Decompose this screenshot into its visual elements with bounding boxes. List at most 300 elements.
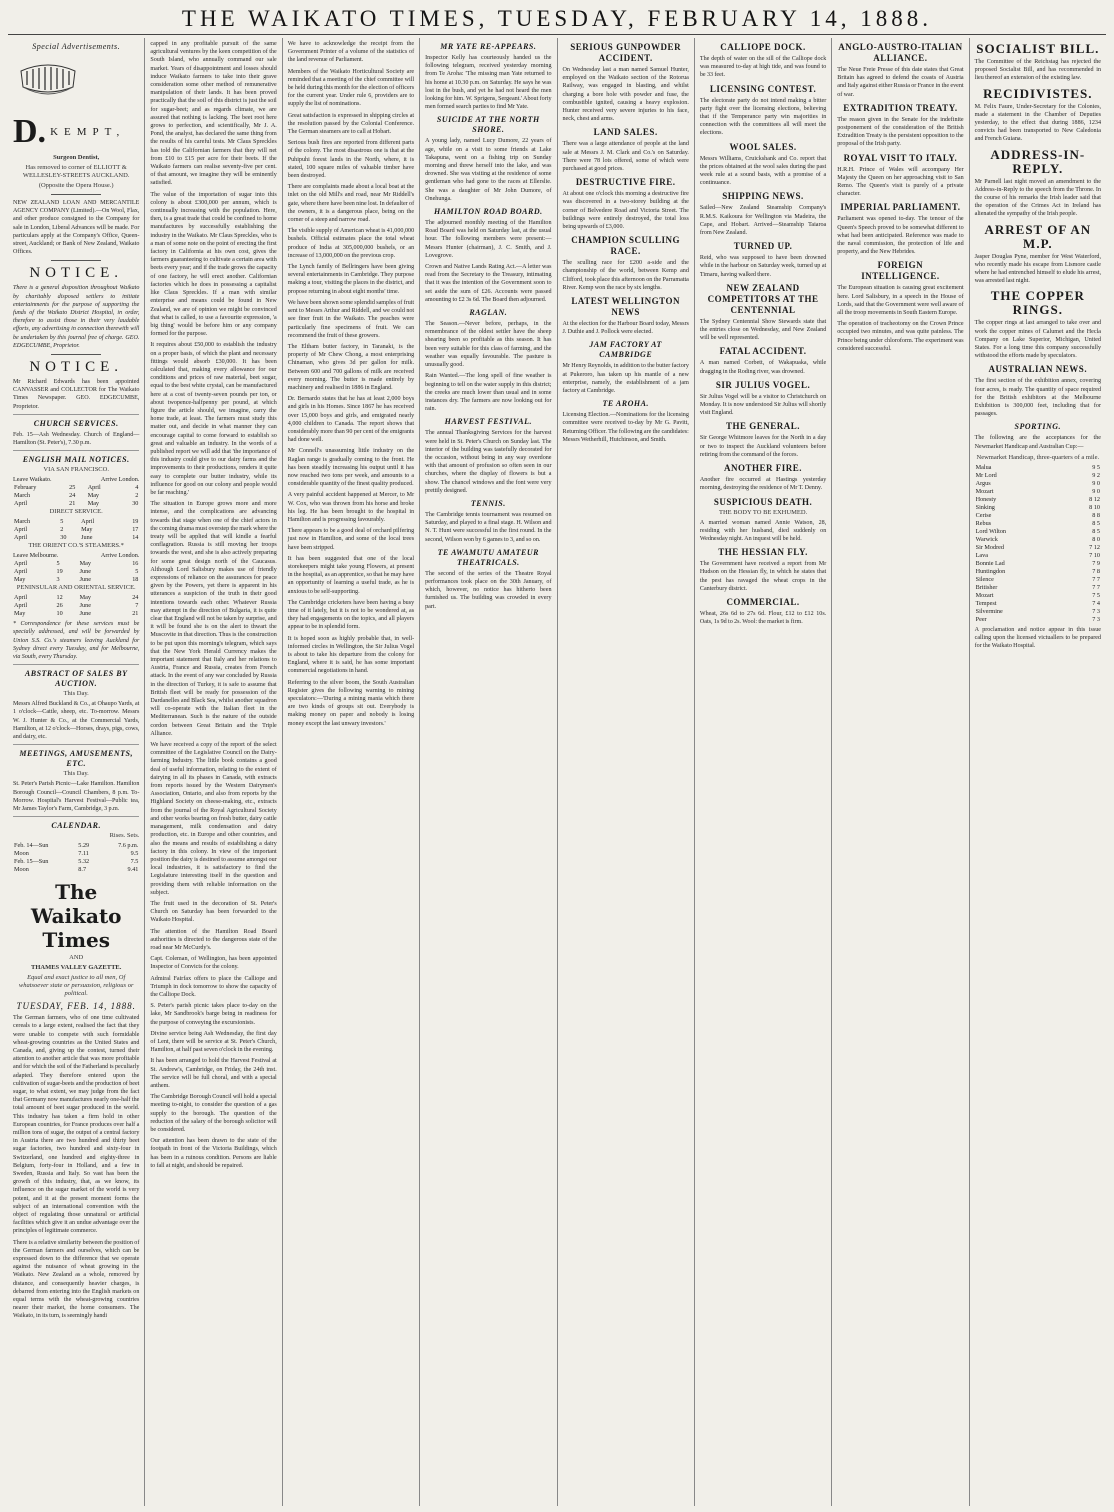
leave-label: Leave Waikato. bbox=[13, 476, 52, 484]
mail-row-cell: April bbox=[81, 518, 95, 526]
horse-row-cell: Cerise bbox=[975, 511, 992, 519]
mail-row-cell: 19 bbox=[56, 568, 63, 576]
mail-row-cell: April bbox=[14, 526, 28, 534]
heading-suspicious: SUSPICIOUS DEATH. bbox=[713, 496, 813, 507]
divider bbox=[13, 744, 139, 745]
horse-row-cell: 7 3 bbox=[1092, 615, 1100, 623]
tooth-illustration bbox=[13, 57, 83, 101]
meetings-text: St. Peter's Parish Picnic—Lake Hamilton. Hamilton Borough Council—Council Chambers, 8 p.m. To-Morrow. Hospital's Harvest Festival—Public tea, Mr James Taylor's Farm, Cambridge, 3 p.m. bbox=[13, 781, 140, 812]
article-para: The value of the importation of sugar into this colony is about £300,000 per annum, which is continually increasing with the population. Here, then, is a great trade that could be confined to home manufactures by successfully establishing the industry in the Waikato. Mr Claus Spreckles, who is a man of some note on the point of erecting the first factory in California at his own cost, gives the farmers guaranteeing to cultivate a certain area with beets every year; and if the trade grows the capacity of one factory, he will erect another. Californian factories which he does in possessing a capitalist like Claus Spreckles. If a man with similar enterprise and means could be found in New Zealand, we are of opinion we might be convinced that what is called, to use a favourite expression, 'a big thing' would be before him or any company formed for the purpose. bbox=[150, 191, 277, 338]
mail-row-cell: March bbox=[14, 492, 31, 500]
heading-nz-competitors: NEW ZEALAND COMPETITORS AT THE CENTENNIAL bbox=[707, 282, 819, 315]
mail-row-cell: 2 bbox=[60, 526, 64, 534]
horse-row-cell: Sinking bbox=[975, 503, 995, 511]
mail-row-cell: May bbox=[87, 492, 100, 500]
mail-row-cell: 2 bbox=[135, 492, 139, 500]
horse-row-cell: Peer bbox=[975, 615, 987, 623]
horse-row bbox=[975, 536, 1101, 544]
article-para: We have received a copy of the report of the select committee of the Legislative Council on the Dairy-farming Industry. The little book contains a good deal of useful information, relating to the extent of dairying in all its phases in Canada, with extracts from reports issued by the Western Dairymen's Association, Ontario, and also from reports by the Highland Society on cheese-making, etc., extracts from the journal of the Royal Agricultural Society and other works bearing on fresh butter, dairy cattle management, milk condensation and dairy production, etc. in Europe and other countries, and also the means and results of establishing a dairy factory in this colony. In view of the important position the dairy is destined to assume amongst our local industries, it is satisfactory to find the Legislature interesting itself in the question and providing them with reliable information on the subject. bbox=[150, 742, 277, 896]
horse-row-cell: 7 8 bbox=[1092, 567, 1100, 575]
special-ads-heading: Special Advertisements. bbox=[32, 42, 121, 51]
raglan-text-2: Rain Wanted.—The long spell of fine weather is beginning to tell on the water supply in this district; the creeks are much lower than usual and in some instances dry. The farmers are now looking out for rain. bbox=[425, 373, 552, 413]
general-text: Sir George Whitmore leaves for the North in a day or two to inspect the Auckland volunteers before retiring from the command of the forces. bbox=[699, 435, 827, 458]
calendar-row bbox=[13, 850, 139, 858]
yate-text: Inspector Kelly has courteously handed us the following telegram, received yesterday morning from Te Aroha: 'The missing man Yate returned to his home at 10.30 p.m. on Saturday. He says he was lost in the bush, and yet he had not heard the men looking for him. W. Sprigens, Sergeant.' About forty men formed search parties to find Mr Yate. bbox=[425, 55, 552, 111]
church-text: Feb. 15—Ash Wednesday. Church of England—Hamilton (St. Peter's), 7.30 p.m. bbox=[13, 431, 140, 447]
heading-hamilton: HAMILTON ROAD BOARD. bbox=[434, 207, 543, 217]
mail-row-cell: April bbox=[87, 484, 101, 492]
mail-row-cell: May bbox=[79, 560, 91, 568]
horse-row bbox=[975, 600, 1101, 608]
divider bbox=[13, 816, 139, 817]
calendar-row-cell: Feb. 15—Sun bbox=[14, 858, 49, 866]
horse-row-cell: Tempest bbox=[975, 599, 997, 607]
orient-head-row bbox=[13, 552, 139, 560]
horse-row-cell: Silvermine bbox=[975, 607, 1003, 615]
column-7 bbox=[832, 38, 969, 1506]
mail-row-cell: 12 bbox=[56, 594, 63, 602]
notice-text: There is a general disposition throughout Waikato by charitably disposed settlers to initiate entertainments for the purpose of supporting the funds of the Waikato District Hospital, in order, therefore to assist those in their very laudable efforts, any advertising in connection therewith will be undertaken by this journal free of charge. GEO. EDGECUMBE, Proprietor. bbox=[13, 285, 140, 349]
champion-text: The sculling race for £200 a-side and the championship of the world, between Kemp and Clifford, took place this afternoon on the Parramatta River. Kemp won the race by six lengths. bbox=[562, 260, 689, 291]
royal-visit-text: H.R.H. Prince of Wales will accompany Her Majesty the Queen on her approaching visit to San Remo. The Queen's visit is purely of a private character. bbox=[837, 166, 964, 198]
mail-row-cell: 18 bbox=[132, 576, 139, 584]
news-para: Dr. Bernardo states that he has at least 2,000 boys and girls in his Homes. Since 1867 he has received over 15,000 boys and girls, and emigrated nearly 4,000 children to Canada. The report shows that considerably more than 90 per cent of the emigrants had done well. bbox=[287, 396, 415, 444]
horse-row-cell: 7 7 bbox=[1092, 575, 1100, 583]
news-para: A very painful accident happened at Mercer, to Mr W. Cox, who was thrown from his horse and broke his leg. He has been brought to the hospital in Hamilton and is progressing favourably. bbox=[287, 492, 415, 523]
heading-te-awamutu: TE AWAMUTU AMATEUR THEATRICALS. bbox=[437, 547, 539, 567]
news-para: The visible supply of American wheat is 41,000,000 bushels. Official estimates place the total wheat produce of India at 305,000,000 bushels, or an increase of 13,000,000 on the previous crop. bbox=[287, 228, 415, 259]
calendar-row-cell: 7.6 p.m. bbox=[118, 842, 139, 850]
heading-te-aroha: TE AROHA. bbox=[602, 399, 649, 409]
article-para: Divine service being Ash Wednesday, the first day of Lent, there will be service at St. Peter's Church, Hamilton, at half past seven o'clock in the evening. bbox=[150, 1030, 277, 1054]
correspondence-note: * Correspondence for these services must be specially addressed, and will be forwarded by Union S.S. Co.'s steamers leaving Auckland for Sydney direct every Tuesday, and for Melbourne, via South, every Thursday. bbox=[13, 621, 140, 661]
calendar-row-cell: 7.11 bbox=[78, 850, 89, 858]
calendar-row bbox=[13, 858, 139, 866]
suspicious-sub: THE BODY TO BE EXHUMED. bbox=[718, 508, 808, 516]
masthead bbox=[0, 0, 1114, 34]
mail-row-cell: May bbox=[14, 576, 26, 584]
arrive-label: Arrive London. bbox=[100, 476, 140, 484]
horse-row-cell: 8 5 bbox=[1092, 519, 1100, 527]
article-para: The Cambridge Borough Council will hold a special meeting to-night, to consider the question of a gas supply to the borough. The question of the reduction of the salary of the borough solicitor will be considered. bbox=[150, 1094, 277, 1133]
mail-row bbox=[13, 610, 139, 618]
news-para: It is hoped soon as highly probable that, in well-informed circles in Wellington, the Sir Julius Vogel is about to take his departure from the colony for England, where it is said, he has some important commercial negotiations in hand. bbox=[287, 635, 415, 675]
abstract-heading: ABSTRACT OF SALES BY AUCTION. bbox=[24, 669, 128, 689]
foreign-text: The European situation is causing great excitement here. Lord Salisbury, in a speech in the House of Lords, said that the Government were well aware of all the troop movements in South Eastern Europe. bbox=[837, 285, 964, 317]
horse-row bbox=[975, 608, 1101, 616]
news-para: Mr Connell's unassuming little industry on the Raglan range is gradually coming to the front. He has been steadily increasing his output until it has now reached two tons per week, and amounts to a considerable quantity of the finest quality produced. bbox=[287, 448, 415, 488]
heading-calliope: CALLIOPE DOCK. bbox=[720, 42, 806, 52]
commercial-text: Wheat, 26s 6d to 27s 6d. Flour, £12 to £12 10s. Oats, 1s 9d to 2s. Wool: the market is firm. bbox=[699, 610, 827, 626]
arrest-text: Jasper Douglas Pyne, member for West Waterford, who recently made his escape from Lismore castle where he had entrenched himself to elude his arrest, was arrested last night. bbox=[974, 253, 1101, 285]
news-para: It has been suggested that one of the local storekeepers might take young Flowers, at present in the hospital, as an apprentice, so that he may have an opportunity of learning a useful trade, as he is anxious to be self-supporting. bbox=[287, 555, 415, 595]
mail-row bbox=[13, 602, 139, 610]
mail-row-cell: April bbox=[14, 534, 28, 542]
calendar-row-cell: Feb. 14—Sun bbox=[14, 842, 49, 850]
heading-copper: THE COPPER RINGS. bbox=[990, 288, 1085, 318]
te-awamutu-text: The second of the series of the Theatre Royal performances took place on the 30th January, of which, however, no notice has hitherto been furnished us. The building was crowded in every part. bbox=[425, 570, 552, 610]
horse-row-cell: 7 4 bbox=[1092, 599, 1100, 607]
horse-row bbox=[975, 552, 1101, 560]
article-para: Our attention has been drawn to the state of the footpath in front of the Victoria Buildings, which has been in a ruinous condition. Persons are liable to fall at night, and should be repaired. bbox=[150, 1138, 277, 1169]
horse-row bbox=[975, 568, 1101, 576]
dentist-address: Has removed to corner of ELLIOTT & WELLESLEY-STREETS AUCKLAND. bbox=[22, 164, 130, 179]
hamilton-text: The adjourned monthly meeting of the Hamilton Road Board was held on Saturday last, at the usual hour. The following members were present:—Messrs Hunter (chairman), J. C. Smith, and J. Lovegrove. bbox=[425, 220, 552, 259]
heading-foreign: FOREIGN INTELLIGENCE. bbox=[861, 260, 940, 282]
mail-row bbox=[13, 576, 139, 584]
mail-row-cell: 16 bbox=[132, 560, 139, 568]
church-heading: CHURCH SERVICES. bbox=[33, 418, 119, 428]
heading-recidivistes: RECIDIVISTES. bbox=[983, 85, 1093, 101]
horse-row-cell: Bonnie Lad bbox=[975, 559, 1005, 567]
news-para: We have to acknowledge the receipt from the Government Printer of a volume of the statistics of the land revenue of Parliament. bbox=[287, 41, 415, 64]
mail-table-direct bbox=[13, 518, 139, 542]
mail-table-sf bbox=[13, 484, 139, 508]
gunpowder-text: On Wednesday last a man named Samuel Hunter, employed on the Waikato section of the Rotorua Railway, was engaged in blasting, and whilst charging a bore hole with powder and fuse, the combustible ignited, causing a heavy explosion. Hunter received very severe injuries to his face, neck, chest and arms. bbox=[562, 67, 689, 123]
suspicious-text: A married woman named Annie Watson, 28, residing with her husband, died suddenly on Wednesday night. An inquest will be held. bbox=[699, 519, 827, 542]
heading-yate: MR YATE RE-APPEARS. bbox=[440, 42, 537, 51]
horse-row bbox=[975, 560, 1101, 568]
article-para: It requires about £50,000 to establish the industry on a proper basis, of which the plant and necessary fittings would absorb £30,000. It has been calculated that, making every allowance for our conditions and prices of raw material, beet sugar, equal to the best white crystal, can be manufactured here at a cost of twenty-seven pounds per ton, or about twopence-halfpenny per pound, at which figure the article should, we imagine, carry the home trade, at least. The farmers must study this matter out, and decide in what manner they can encourage capital to come forward to establish so great and valuable an industry. In the words of a published report we will add that 'the importance of this industry could give to our dairy farms and the improvements to their productions, renders it quite easy to complete our butter industry, while its influence for good on our colony and people would be far reaching.' bbox=[150, 342, 277, 496]
horse-row bbox=[975, 512, 1101, 520]
horse-row bbox=[975, 592, 1101, 600]
heading-tennis: TENNIS. bbox=[470, 498, 506, 508]
horse-row bbox=[975, 472, 1101, 480]
horse-row-cell: 7 5 bbox=[1092, 591, 1100, 599]
heading-address: ADDRESS-IN-REPLY. bbox=[990, 146, 1086, 176]
heading-licensing: LICENSING CONTEST. bbox=[709, 83, 817, 94]
column-5 bbox=[558, 38, 695, 1506]
mail-row bbox=[13, 568, 139, 576]
jam-text: Mr Henry Reynolds, in addition to the butter factory at Pukeroro, has taken up his mantle of a new enterprise, namely, the establishment of a jam factory at Cambridge. bbox=[562, 363, 689, 395]
pando-service: PENINSULAR AND ORIENTAL SERVICE. bbox=[16, 584, 136, 592]
foreign-text-2: The operation of tracheotomy on the Crown Prince occupied two minutes, and was quite painless. The Prince being under chloroform. The experiment was considered successful. bbox=[837, 321, 964, 352]
horse-row-cell: 8 0 bbox=[1092, 535, 1100, 543]
column-4 bbox=[420, 38, 557, 1506]
horse-row bbox=[975, 504, 1101, 512]
horse-row-cell: Silence bbox=[975, 575, 994, 583]
mail-row-cell: March bbox=[14, 518, 31, 526]
socialist-text: The Committee of the Reichstag has rejected the proposed Socialist Bill, and has recommended in lieu thereof an extension of the existing law. bbox=[974, 59, 1101, 82]
heading-raglan: RAGLAN. bbox=[469, 308, 508, 318]
heading-wool: WOOL SALES. bbox=[729, 141, 797, 152]
heading-another-fire: ANOTHER FIRE. bbox=[724, 463, 803, 474]
mail-row bbox=[13, 560, 139, 568]
news-para: The Lynch family of Bellringers have been giving several entertainments in Cambridge. They purpose making a tour, visiting the places in the district, and propose returning in about eight months' time. bbox=[287, 264, 415, 295]
calendar-row-cell: 5.32 bbox=[78, 858, 90, 866]
arrive-label-2: Arrive London. bbox=[100, 552, 140, 560]
heading-champion: CHAMPION SCULLING RACE. bbox=[571, 235, 681, 257]
horse-row-cell: 9 2 bbox=[1092, 471, 1100, 479]
another-fire-text: Another fire occurred at Hastings yesterday morning, destroying the residence of Mr T. Denny. bbox=[699, 477, 827, 492]
divider bbox=[51, 260, 102, 261]
divider bbox=[13, 450, 139, 451]
te-aroha-text: Licensing Election.—Nominations for the licensing committee were received to-day by Mr G. Pavitt, Returning Officer. The following are the candidates: Messrs Wetherhill, Hutchinson, and Smith. bbox=[562, 412, 689, 443]
horse-row-cell: 9 0 bbox=[1092, 487, 1100, 495]
mail-row-cell: February bbox=[14, 484, 37, 492]
notice-text-2: Mr Richard Edwards has been appointed CANVASSER and COLLECTOR for The Waikato Times Newspaper. GEO. EDGECUMBE, Proprietor. bbox=[13, 379, 140, 410]
horse-row-cell: Warwick bbox=[975, 535, 998, 543]
horse-row-cell: 7 10 bbox=[1089, 551, 1100, 559]
heading-sporting: SPORTING. bbox=[1014, 422, 1062, 432]
leave-label-2: Leave Melbourne. bbox=[13, 552, 59, 560]
mail-row-cell: May bbox=[87, 500, 100, 508]
heading-australian: AUSTRALIAN NEWS. bbox=[988, 364, 1088, 375]
shipping-text: Sailed—New Zealand Steamship Company's R.M.S. Kaikoura for Wellington via Madeira, the Cape, and Hobart. Arrived—Steamship Taiaroa from New Zealand. bbox=[699, 205, 827, 237]
turned-text: Reid, who was supposed to have been drowned while in the harbour on Saturday week, turned up at Timaru, having walked there. bbox=[699, 255, 827, 278]
heading-socialist: SOCIALIST BILL. bbox=[976, 41, 1100, 56]
mail-row-cell: June bbox=[79, 576, 91, 584]
horse-row-cell: Sir Modred bbox=[975, 543, 1004, 551]
recidivistes-text: M. Felix Faure, Under-Secretary for the Colonies, made a statement in the Chamber of Deputies yesterday, to the effect that during 1886, 1234 convicts had been transported to New Caledonia and French Guiana. bbox=[974, 103, 1101, 143]
horse-row-cell: Lava bbox=[975, 551, 988, 559]
dateline: TUESDAY, FEB. 14, 1888. bbox=[16, 1001, 136, 1012]
mail-row-cell: May bbox=[79, 594, 91, 602]
mail-row bbox=[13, 594, 139, 602]
masthead-title: THE WAIKATO TIMES, TUESDAY, FEBRUARY 14, 1888. bbox=[181, 6, 933, 31]
dentist-ad bbox=[13, 113, 139, 151]
heading-turned: TURNED UP. bbox=[733, 241, 793, 252]
calendar-row-cell: Moon bbox=[14, 850, 29, 858]
licensing-text: The electorate party do not intend making a bitter party fight over the licensing elections, believing that if the Temperance party win majorities in connection with the committees all will meet the elections. bbox=[699, 97, 827, 137]
meetings-day: This Day. bbox=[63, 770, 89, 778]
horse-row-cell: 8 8 bbox=[1092, 511, 1100, 519]
footer-text: A proclamation and notice appear in this issue calling upon the licensed victuallers to be prepared for the Waikato Hospital. bbox=[974, 626, 1101, 650]
notice-heading-2: NOTICE. bbox=[29, 359, 124, 376]
motto: Equal and exact justice to all men, Of whatsoever state or persuasion, religious or political. bbox=[18, 974, 134, 998]
news-para: We have been shown some splendid samples of fruit sent to Messrs Arthur and Riddell, and we could not see finer fruit in the Waikato. The peaches were particularly fine specimens of fruit. We can recommend the fruit of these growers. bbox=[287, 299, 415, 339]
copper-text: The copper rings at last arranged to take over and work the copper mines of Calumet and the Hecla Company on Lake Superior, Michigan, United States. For a long time this company successfully withstood the efforts made by speculators. bbox=[974, 320, 1101, 360]
heading-harvest: HARVEST FESTIVAL. bbox=[444, 417, 532, 427]
horse-row bbox=[975, 496, 1101, 504]
horse-row-cell: Mr Lord bbox=[975, 471, 997, 479]
calendar-row-cell: Moon bbox=[14, 866, 29, 874]
heading-land: LAND SALES. bbox=[593, 127, 658, 138]
dentist-title: Surgeon Dentist, bbox=[53, 154, 100, 161]
horse-table bbox=[975, 464, 1101, 624]
mail-row-cell: 17 bbox=[132, 526, 139, 534]
nz-loan-ad: NEW ZEALAND LOAN AND MERCANTILE AGENCY COMPANY (Limited).—On Wool, Flax, and other produce consigned to the Company for sale in London, Liberal Advances will be made. For particulars apply at the Company's Office, Queen-street, Auckland; or Bank of New Zealand, Waikato Offices. bbox=[13, 200, 140, 256]
mail-row-cell: April bbox=[14, 500, 28, 508]
mail-row-cell: 24 bbox=[132, 594, 139, 602]
column-8 bbox=[970, 38, 1106, 1506]
horse-row bbox=[975, 488, 1101, 496]
mail-row-cell: April bbox=[14, 560, 28, 568]
mail-row bbox=[13, 492, 139, 500]
article-para: Capt. Coleman, of Wellington, has been appointed Inspector of Convicts for the colony. bbox=[150, 956, 277, 971]
tennis-text: The Cambridge tennis tournament was resumed on Saturday, and played to a final stage. H. Wilson and N. T. Hunt were successful in the first round. In the second, Wilson won by 6 games to 3, and so on. bbox=[425, 511, 552, 543]
article-para: capped in any profitable pursuit of the same agricultural ventures by the keen competition of the South Island, who annually command our sale market. Years of disappointment and losses should induce Waikato farmers to take into their grave consideration some other method of remunerative manipulation of their lands. It has been proved practically that the soil of this district is just the soil for sugar-beet; and as regards climate, we are assured that nothing is lacking. The beet root here grows to perfection, and scientifically, Mr J. A. Pond, the analyst, has declared the same thing from the results of his careful tests. Mr Claus Spreckles has told the Californian farmers that they will net from £10 to £15 per acre for their beets. If the Waikato farmers can realise seventy-five per cent. of that amount, we imagine they will be eminently satisfied. bbox=[150, 41, 277, 187]
news-para: The Cambridge cricketers have been having a busy time of it lately, but it is not to be wondered at, as they had engagements on the topics, and all players appear to be in splendid form. bbox=[287, 599, 415, 631]
raglan-text: The Season.—Never before, perhaps, in the remembrance of the oldest settler have the sheep shearing been so profitable as this season. It has been very suitable for this class of farming, and the weather was equally favourable. The pasture is unusually good. bbox=[425, 321, 552, 369]
masthead-rule bbox=[8, 34, 1106, 35]
article-para: The attention of the Hamilton Road Board authorities is directed to the dangerous state of the road near Mr McCurdy's. bbox=[150, 928, 277, 951]
article-para: The situation in Europe grows more and more intense, and the complications are advancing towards that stage when one of the chief actors in the coming drama must overstep the mark where the treaty will be applied that will kindle a fearful conflagration. Russia is still moving her troops towards the west, and she is also actively preparing for some great design north of the Caucasus. Although Lord Salisbury makes use of friendly expressions of reliance on the assurances for peace given by the Powers, yet there is apparent in his utterances a suspicion of the truth in their good intentions towards each other. Whatever Russia may attempt in the direction of Bulgaria, it is quite clear that England will not be taken by surprise, and it will be found she is on the alert to thwart the Muscovite in that direction. Thus is the construction to be put upon this morning's telegram, which says that the New York Herald Currency makes the important statement that Italy and her relations to Austria, France and Russia, creates from French attack. In the event of any war concluded by Russia in the direction of Turkey, it is safe to assume that British fleet will be ready for possession of the Dardanelles and Black Sea, whilst another squadron will co-operate with the Italian fleet in the Mediterranean. Such is the nature of the outside cordon between Great Britain and the Triple Alliance. bbox=[150, 501, 277, 737]
calendar-row bbox=[13, 866, 139, 874]
abstract-text: Messrs Alfred Buckland & Co., at Ohaupo Yards, at 1 o'clock—Cattle, sheep, etc. To-morrow. Messrs W. J. Hunter & Co., at the Commercial Yards, Hamilton, at 12 o'clock—Horses, drays, pigs, cows, and dairy, etc. bbox=[13, 701, 140, 741]
article-para: Admiral Fairfax offers to place the Calliope and Triumph in dock tomorrow to show the capacity of the Calliope Dock. bbox=[150, 975, 277, 998]
mail-row-cell: 4 bbox=[135, 484, 139, 492]
heading-imperial: IMPERIAL PARLIAMENT. bbox=[840, 202, 961, 213]
mail-row-cell: 19 bbox=[132, 518, 139, 526]
mail-row bbox=[13, 484, 139, 492]
horse-row bbox=[975, 464, 1101, 472]
column-6 bbox=[695, 38, 832, 1506]
mail-row-cell: June bbox=[79, 568, 91, 576]
calendar-row-cell: 5.29 bbox=[78, 842, 90, 850]
address-text: Mr Parnell last night moved an amendment to the Address-in-Reply to the speech from the Throne. In the course of his remarks the Irish leader said that the operation of the Crimes Act in Ireland has alienated the sympathy of the Irish people. bbox=[974, 178, 1101, 218]
mail-row bbox=[13, 526, 139, 534]
article-para: S. Peter's parish picnic takes place to-day on the lake, Mr Sandbrook's barge being in readiness for the purpose of conveying the excursionists. bbox=[150, 1003, 277, 1026]
notice-heading: NOTICE. bbox=[29, 265, 124, 282]
dentist-initial: D. bbox=[13, 113, 47, 150]
horse-row-cell: 7 3 bbox=[1092, 607, 1100, 615]
australian-text: The first section of the exhibition annex, covering four acres, is ready. The quantity of space required for the British exhibitors at the Melbourne Exhibition is 300,000 feet, including that for passages. bbox=[974, 378, 1101, 418]
extradition-text: The reason given in the Senate for the indefinite postponement of the consideration of the British Extradition Treaty is the persistent opposition to the proposal of the Irish party. bbox=[837, 116, 964, 148]
calendar-row bbox=[13, 842, 139, 850]
article-para: It has been arranged to hold the Harvest Festival at St. Andrew's, Cambridge, on Friday, the 24th inst. The service will be full choral, and with a special anthem. bbox=[150, 1058, 277, 1089]
via-sf: VIA SAN FRANCISCO. bbox=[43, 466, 109, 474]
direct-service: DIRECT SERVICE. bbox=[49, 508, 103, 516]
horse-row bbox=[975, 584, 1101, 592]
mail-row-cell: June bbox=[79, 610, 91, 618]
mail-row-cell: 21 bbox=[69, 500, 76, 508]
orient-steamers: THE ORIENT CO.'S STEAMERS.* bbox=[28, 542, 124, 550]
horse-row bbox=[975, 576, 1101, 584]
horse-row-cell: 9 0 bbox=[1092, 479, 1100, 487]
article-para: The fruit used in the decoration of St. Peter's Church on Saturday has been forwarded to the Waikato Hospital. bbox=[150, 900, 277, 924]
sporting-text: The following are the acceptances for the Newmarket Handicap and Australian Cup:— bbox=[974, 435, 1101, 450]
heading-latest: LATEST WELLINGTON NEWS bbox=[571, 296, 680, 318]
meetings-heading: MEETINGS, AMUSEMENTS, ETC. bbox=[19, 749, 133, 769]
heading-shipping: SHIPPING NEWS. bbox=[722, 191, 804, 202]
horse-row-cell: Honesty bbox=[975, 495, 997, 503]
dentist-opposite: (Opposite the Opera House.) bbox=[38, 182, 114, 189]
horse-row-cell: 8 10 bbox=[1089, 503, 1100, 511]
horse-row bbox=[975, 544, 1101, 552]
lead-article-2: There is a relative similarity between the position of the German farmers and ourselves, which can be expressed down to the difference that we operate against the nuisance of wheat growing in the Waikato. New Zealand as a whole, removed by distance, and consequently heavier charges, is debarred from entering into the English markets on equal terms with the wheat-growing countries nearer their market, the home consumers. The Waikato, in its turn, is seemingly handi bbox=[13, 1239, 140, 1320]
calendar-head: Rises. Sets. bbox=[109, 832, 140, 840]
destructive-text: At about one o'clock this morning a destructive fire was discovered in a two-storey building at the corner of Belvedere Road and Victoria Street. The buildings were entirely destroyed, the total loss being upwards of £3,000. bbox=[562, 191, 689, 231]
mail-row-cell: June bbox=[79, 602, 91, 610]
mail-row-cell: 30 bbox=[60, 534, 67, 542]
divider bbox=[51, 354, 102, 355]
heading-destructive: DESTRUCTIVE FIRE. bbox=[575, 177, 676, 188]
horse-row-cell: 7 12 bbox=[1089, 543, 1100, 551]
imperial-text: Parliament was opened to-day. The tenour of the Queen's Speech proved to be somewhat different to what had been anticipated. Reference was made to the naval commission, the protection of life and property, and the New Hebrides. bbox=[837, 216, 964, 256]
mail-row-cell: 25 bbox=[69, 484, 76, 492]
horse-row-cell: 7 9 bbox=[1092, 559, 1100, 567]
lead-article: The German farmers, who of one time cultivated cereals to a large extent, realised the fact that they were unable to compete with such formidable wheat-growing countries as the United States and Canada, and, giving up the contest, turned their attention to another article that was more profitable and for which the soil of the Fatherland is peculiarly adapted. They therefore entered upon the cultivation of sugar-beets and the production of beet sugar, to what extent, we may judge from the fact that Germany now manufactures nearly one-half the total amount of beet sugar produced in the world. This industry has taken a firm hold in other European countries, for France produces over half a million tons of sugar, the output of a central factory in Austria there are two hundred and thirty beet sugar factories, two hundred and sixty-four in Switzerland, one hundred and eighty-three in Belgium, forty-four in Holland, and a few in Sweden, Russia and Italy. So vast has been the growth of this industry, that, as we know, its influence on the sugar market of the world is very potent, and it at the present moment forms the subject of an international convention with the object of regulating those unnatural or artificial facilities which give it an undue advantage over the principles of legitimate commerce. bbox=[13, 1015, 140, 1235]
calliope-text: The depth of water on the sill of the Calliope dock was measured to-day at high tide, and was found to be 33 feet. bbox=[699, 56, 827, 79]
mail-row-cell: April bbox=[14, 602, 28, 610]
heading-royal-visit: ROYAL VISIT TO ITALY. bbox=[843, 152, 958, 163]
horse-row-cell: 8 12 bbox=[1089, 495, 1100, 503]
horse-row-cell: Rebus bbox=[975, 519, 992, 527]
mail-row-cell: 26 bbox=[56, 602, 63, 610]
mail-row-cell: 10 bbox=[56, 610, 63, 618]
mail-row-cell: April bbox=[14, 568, 28, 576]
mail-row-cell: 5 bbox=[56, 560, 60, 568]
mail-row-cell: 5 bbox=[135, 568, 139, 576]
heading-hessian: THE HESSIAN FLY. bbox=[718, 547, 808, 558]
horse-row-cell: Mozart bbox=[975, 487, 994, 495]
divider bbox=[13, 664, 139, 665]
mail-row-cell: 14 bbox=[132, 534, 139, 542]
mail-head-row bbox=[13, 476, 139, 484]
news-para: Serious bush fires are reported from different parts of the colony. The most disastrous one is that at the Puhipuhi forest lands in the North, where, it is stated, 100 square miles of valuable timber have been destroyed. bbox=[287, 140, 415, 180]
calendar-table bbox=[13, 842, 139, 874]
dentist-name: KEMPT, bbox=[50, 126, 126, 138]
divider bbox=[51, 194, 102, 195]
divider bbox=[13, 414, 139, 415]
news-para: There are complaints made about a local boat at the inlet on the old Mill's and road, near Mr Riddell's gate, where there have been nine lost. In defaulter of the owners, it is a dangerous place, being on the corner of a steep and narrow road. bbox=[287, 184, 415, 224]
vogel-text: Sir Julius Vogel will be a visitor to Christchurch on Monday. It is now understood Sir Julius will shortly visit England. bbox=[699, 393, 827, 417]
heading-gunpowder: SERIOUS GUNPOWDER ACCIDENT. bbox=[570, 42, 682, 63]
mail-row-cell: 3 bbox=[56, 576, 60, 584]
suicide-text: A young lady, named Lucy Dumore, 22 years of age, while on a visit to some friends at Lake Takapuna, went on a fishing trip on Sunday morning and threw herself into the lake, and was drowned. She was visiting at the residence of some gentleman who had gone to the races at Ellerslie. She was a daughter of Mr John Dumore, of Onehunga. bbox=[425, 138, 552, 202]
sporting-sub: Newmarket Handicap, three-quarters of a mile. bbox=[976, 453, 1100, 461]
harvest-text: The annual Thanksgiving Services for the harvest were held in St. Peter's Church on Sunday last. The interior of the building was tastefully decorated for the occasion, without being in any way overdone with that amount of profusion so often seen in our churches, where the display of flowers is but a show. The chancel windows and the font were very prettily designed. bbox=[425, 430, 552, 494]
mail-row-cell: April bbox=[14, 594, 28, 602]
columns bbox=[8, 38, 1106, 1506]
calendar-row-cell: 9.5 bbox=[130, 850, 139, 858]
column-3 bbox=[283, 38, 420, 1506]
nz-competitors-text: The Sydney Centennial Show Stewards state that the entries close on Wednesday, and New Zealand will be well represented. bbox=[699, 318, 827, 342]
horse-row-cell: 7 7 bbox=[1092, 583, 1100, 591]
paper-and: AND bbox=[69, 954, 84, 962]
calendar-row-cell: 8.7 bbox=[78, 866, 87, 874]
calendar-heading: CALENDAR. bbox=[51, 821, 101, 831]
mail-row bbox=[13, 500, 139, 508]
calendar-row-cell: 7.5 bbox=[130, 858, 139, 866]
horse-row-cell: Malua bbox=[975, 463, 992, 471]
horse-row bbox=[975, 520, 1101, 528]
heading-anglo: ANGLO-AUSTRO-ITALIAN ALLIANCE. bbox=[838, 42, 963, 63]
column-2 bbox=[145, 38, 282, 1506]
heading-arrest: ARREST OF AN M.P. bbox=[984, 221, 1092, 251]
mail-row-cell: 24 bbox=[69, 492, 76, 500]
mail-row-cell: May bbox=[14, 610, 26, 618]
news-para: The Eltham butter factory, in Taranaki, is the property of Mr Chew Chong, a most enterprising Chinaman, who gives 3d per gallon for milk. Between 600 and 700 gallons of milk are received every morning. The butter is made entirely by machinery and realised in 1886 in England. bbox=[287, 343, 415, 391]
calendar-row-cell: 9.41 bbox=[127, 866, 139, 874]
horse-row-cell: 9 5 bbox=[1092, 463, 1100, 471]
wool-text: Messrs Williams, Cruickshank and Co. report that the prices obtained at the wool sales during the past week rule at a sound basis, with a promise of a continuance. bbox=[699, 155, 827, 187]
mail-row bbox=[13, 518, 139, 526]
fatal-text: A man named Corbett, of Wakapuaka, while dragging in the Roding river, was drowned. bbox=[699, 360, 827, 375]
land-text: There was a large attendance of people at the land sale at Messrs J. M. Clark and Co.'s on Saturday. There were 78 lots offered, some of which were purchased at good prices. bbox=[562, 141, 689, 173]
heading-general: THE GENERAL. bbox=[726, 421, 801, 432]
abstract-day: This Day. bbox=[63, 690, 89, 698]
heading-suicide: SUICIDE AT THE NORTH SHORE. bbox=[436, 115, 540, 135]
horse-row bbox=[975, 480, 1101, 488]
horse-row-cell: Huntingdon bbox=[975, 567, 1006, 575]
mail-row-cell: 21 bbox=[132, 610, 139, 618]
mail-table-pando bbox=[13, 594, 139, 618]
heading-vogel: SIR JULIUS VOGEL. bbox=[715, 379, 811, 390]
news-para: Members of the Waikato Horticultural Society are reminded that a meeting of the chief committee will be held during this month for the election of officers for the current year. Under rule 6, providers are to supply the list of nominations. bbox=[287, 68, 415, 108]
heading-jam: JAM FACTORY AT CAMBRIDGE bbox=[589, 340, 662, 360]
horse-row-cell: Argus bbox=[975, 479, 991, 487]
news-para: There appears to be a good deal of orchard pilfering just now in Hamilton, and some of the local trees have been stripped. bbox=[287, 528, 415, 551]
mail-row-cell: 30 bbox=[132, 500, 139, 508]
horse-row bbox=[975, 616, 1101, 624]
news-para: Great satisfaction is expressed in shipping circles at the resolution passed by the Colonial Conference. The German steamers are to call at Hobart. bbox=[287, 112, 415, 136]
latest-text: At the election for the Harbour Board today, Messrs J. Duthie and J. Pollock were elected. bbox=[562, 321, 689, 336]
horse-row-cell: Lord Wilton bbox=[975, 527, 1007, 535]
mail-row-cell: May bbox=[81, 526, 93, 534]
gazette-title: THAMES VALLEY GAZETTE. bbox=[31, 964, 122, 972]
